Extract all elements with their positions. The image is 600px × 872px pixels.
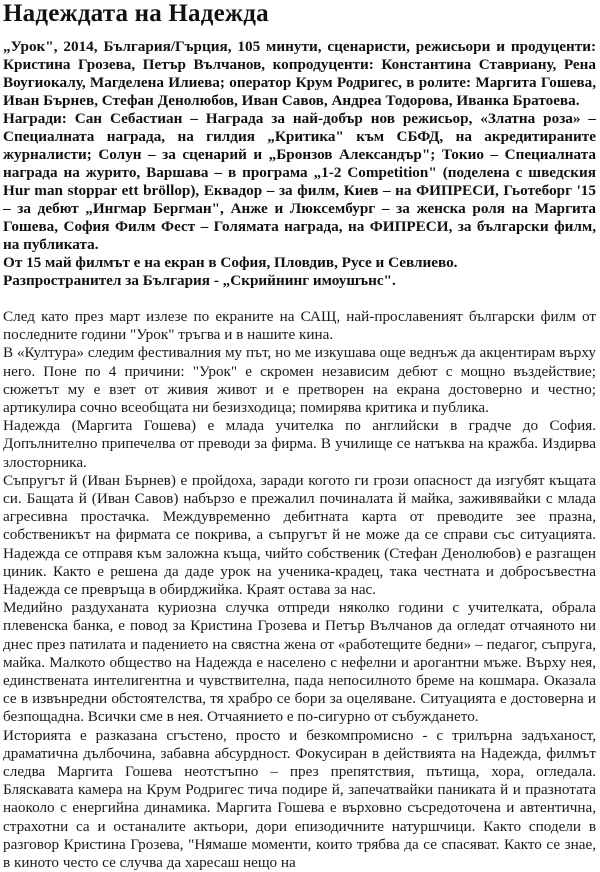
body-paragraph: Съпругът й (Иван Бърнев) е пройдоха, заради когото ги грози опасност да изгубят къщата си. Бащата й (Иван Савов) набързо е прежалил починалата й майка, заживявайки с млада агресивна простачка. Междувременно дебитната карта от преводите зее празна, собственикът на фирмата се покрива, а съпругът й не може да се справи със ситуацията. Надежда се отправя към заложна къща, чийто собственик (Стефан Денолюбов) е разгащен циник. Както е решена да даде урок на ученика-крадец, така честната и добросъвестна Надежда се превръща в обирджийка. Краят остава за нас. <box>3 471 596 599</box>
film-credits <box>3 38 596 290</box>
distributor-info: Разпространител за България - „Скрийнинг имоушънс". <box>3 272 396 289</box>
film-awards: Награди: Сан Себастиан – Награда за най-добър нов режисьор, «Златна роза» – Специалната награда, на гилдия „Критика" към СБФД, на акредитираните журналисти; Солун – за сценарий и „Бронзов Александър"; Токио – Специалната награда на журито, Варшава – в програма „1-2 Competition" (поделена с шведския Hur man stoppar ett bröllop), Еквадор – за филм, Киев – на ФИПРЕСИ, Гьотеборг '15 – за дебют „Ингмар Бергман", Анже и Люксембург – за женска роля на Маргита Гошева, София Филм Фест – Голямата награда, на ФИПРЕСИ, за български филм, на публиката. <box>3 110 596 253</box>
film-info: „Урок", 2014, България/Гърция, 105 минути, сценаристи, режисьори и продуценти: Кристина Грозева, Петър Вълчанов, копродуценти: Константина Ставриану, Рена Воугиокалу, Магделена Илиева; оператор Крум Родригес, в ролите: Маргита Гошева, Иван Бърнев, Стефан Денолюбов, Иван Савов, Андреа Тодорова, Иванка Братоева. <box>3 38 596 109</box>
body-paragraph: Медийно раздуханата куриозна случка отпреди няколко години с учителката, обрала плевенска банка, е повод за Кристина Грозева и Петър Вълчанов да огледат отчаяното ни днес през патилата и падението на свястна жена от «работещите бедни» – педагог, съпруга, майка. Малкото общество на Надежда е населено с нефелни и арогантни мъже. Върху нея, единствената интелигентна и чувствителна, пада непосилното бреме на кошмара. Оказала се в извънредни обстоятелства, тя храбро се бори за оцеляване. Ситуацията е достоверна и безпощадна. Всички сме в нея. Отчаянието е по-сигурно от събуждането. <box>3 599 596 726</box>
body-paragraph: В «Култура» следим фестивалния му път, но ме изкушава още веднъж да акцентирам върху него. Поне по 4 причини: "Урок" е скромен независим дебют с мощно въздействие; сюжетът му е взет от живия живот и е претворен на екрана достоверно и честно; артикулира сочно всеобщата ни безизходица; помирява критика и публика. <box>3 344 596 417</box>
body-paragraph: Историята е разказана сгъстено, просто и безкомпромисно - с трилърна задъханост, драматична дълбочина, забавна абсурдност. Фокусиран в действията на Надежда, филмът следва Маргита Гошева неотстъпно – през препятствия, пътища, хора, огледала. Бляскавата камера на Крум Родригес тича подире й, запечатвайки паниката й и празнотата наоколо с енергийна динамика. Маргита Гошева е върховно съсредоточена и автентична, страхотни са и останалите актьори, дори епизодичните натуршчици. Както сподели в разговор Кристина Грозева, "Нямаше моменти, които трябва да се спасяват. Както се знае, в киното често се случва да харесаш нещо на <box>3 726 596 872</box>
body-paragraph: След като през март излезе по екраните на САЩ, най-прославеният български филм от последните години "Урок" тръгва и в нашите кина. <box>3 308 596 344</box>
release-info: От 15 май филмът е на екран в София, Пловдив, Русе и Севлиево. <box>3 254 458 271</box>
section-spacer <box>3 290 596 308</box>
article-title: Надеждата на Надежда <box>3 0 269 27</box>
article-body <box>3 308 596 872</box>
body-paragraph: Надежда (Маргита Гошева) е млада учителка по английски в градче до София. Допълнително припечелва от преводи за фирма. В училище се натъква на кражба. Издирва злосторника. <box>3 417 596 471</box>
